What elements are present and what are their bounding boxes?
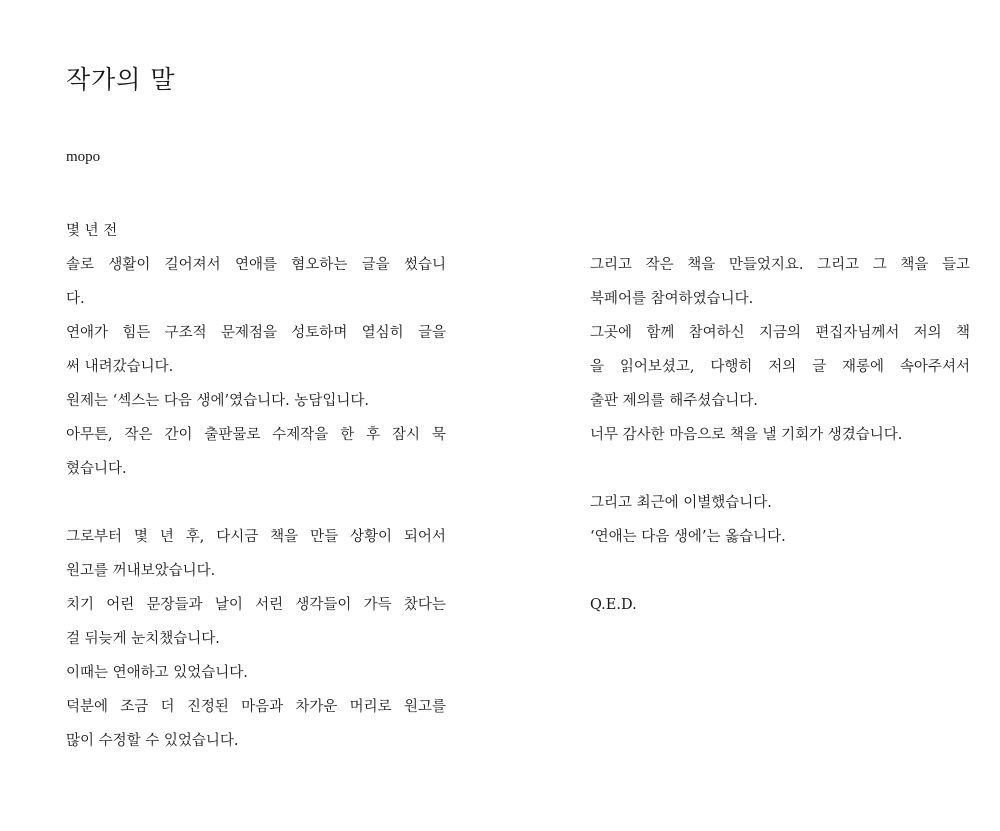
text-line: 원제는 ‘섹스는 다음 생에’였습니다. 농담입니다. — [66, 393, 370, 409]
word: 묵 — [431, 427, 446, 443]
right-column — [590, 248, 970, 622]
text-line — [66, 418, 446, 452]
word: 생각들이 — [295, 597, 352, 613]
word: 편집자님께서 — [815, 325, 900, 341]
word: 구조적 — [164, 325, 207, 341]
text-line: Q.E.D. — [590, 597, 637, 613]
text-line: 이때는 연애하고 있었습니다. — [66, 665, 248, 681]
text-line — [66, 316, 446, 350]
text-line — [590, 350, 970, 384]
word: 조금 — [120, 699, 149, 715]
word: 그로부터 — [66, 529, 123, 545]
word: 연애를 — [234, 257, 277, 273]
paragraph-gap — [590, 452, 970, 486]
paragraph-gap — [66, 486, 446, 520]
word: 되어서 — [403, 529, 446, 545]
text-line: 북페어를 참여하였습니다. — [590, 291, 754, 307]
text-line: 혔습니다. — [66, 461, 127, 477]
word: 솔로 — [66, 257, 95, 273]
text-line: 너무 감사한 마음으로 책을 낼 기회가 생겼습니다. — [590, 427, 903, 443]
text-line: 몇 년 전 — [66, 223, 118, 239]
text-line — [66, 248, 446, 282]
word: 상황이 — [349, 529, 393, 545]
word: 혐오하는 — [291, 257, 348, 273]
word: 힘든 — [122, 325, 151, 341]
paragraph-gap — [590, 554, 970, 588]
left-column — [66, 214, 446, 758]
word: 책을 — [900, 257, 929, 273]
word: 서린 — [255, 597, 284, 613]
word: 들고 — [941, 257, 970, 273]
word: 책을 — [270, 529, 299, 545]
author-name: mopo — [66, 149, 101, 165]
word: 작은 — [124, 427, 153, 443]
word: 성토하며 — [291, 325, 348, 341]
word: 년 — [159, 529, 174, 545]
word: 그 — [872, 257, 887, 273]
text-line — [66, 520, 446, 554]
word: 문제점을 — [220, 325, 277, 341]
word: 열심히 — [361, 325, 404, 341]
word: 후 — [366, 427, 381, 443]
word: 그리고 — [590, 257, 633, 273]
word: 글을 — [417, 325, 446, 341]
word: 저의 — [913, 325, 942, 341]
word: 참여하신 — [688, 325, 745, 341]
text-line — [66, 588, 446, 622]
word: 다시금 — [216, 529, 259, 545]
word: 가득 — [363, 597, 392, 613]
word: 찼다는 — [403, 597, 446, 613]
text-line: 다. — [66, 291, 85, 307]
text-line — [590, 316, 970, 350]
text-line: 그리고 최근에 이별했습니다. — [590, 495, 772, 511]
word: 문장들과 — [146, 597, 203, 613]
word: 몇 — [133, 529, 148, 545]
text-line: 원고를 꺼내보았습니다. — [66, 563, 216, 579]
word: 속아주셔서 — [899, 359, 970, 375]
word: 다행히 — [710, 359, 753, 375]
word: 수제작을 — [272, 427, 329, 443]
text-line: 많이 수정할 수 있었습니다. — [66, 733, 239, 749]
word: 연애가 — [66, 325, 109, 341]
word: 그리고 — [817, 257, 860, 273]
word: 날이 — [214, 597, 243, 613]
word: 덕분에 — [66, 699, 109, 715]
word: 출판물로 — [204, 427, 261, 443]
word: 함께 — [646, 325, 675, 341]
text-line: ‘연애는 다음 생에’는 옳습니다. — [590, 529, 786, 545]
word: 후, — [185, 529, 205, 545]
word: 아무튼, — [66, 427, 113, 443]
word: 작은 — [645, 257, 674, 273]
word: 잠시 — [392, 427, 421, 443]
word: 더 — [160, 699, 175, 715]
word: 치기 — [66, 597, 95, 613]
word: 길어져서 — [164, 257, 221, 273]
word: 책 — [955, 325, 970, 341]
word: 만들 — [310, 529, 339, 545]
page-title: 작가의 말 — [66, 65, 176, 94]
word: 재롱에 — [842, 359, 885, 375]
word: 한 — [340, 427, 355, 443]
word: 지금의 — [758, 325, 801, 341]
word: 머리로 — [349, 699, 392, 715]
word: 간이 — [164, 427, 193, 443]
word: 만들었지요. — [728, 257, 804, 273]
word: 글을 — [361, 257, 390, 273]
word: 원고를 — [403, 699, 446, 715]
word: 저의 — [768, 359, 797, 375]
word: 생활이 — [108, 257, 151, 273]
word: 차가운 — [295, 699, 338, 715]
word: 읽어보셨고, — [619, 359, 695, 375]
word: 책을 — [687, 257, 716, 273]
word: 글 — [812, 359, 827, 375]
text-line: 써 내려갔습니다. — [66, 359, 174, 375]
word: 그곳에 — [590, 325, 633, 341]
word: 을 — [590, 359, 605, 375]
word: 썼습니 — [403, 257, 446, 273]
text-line — [66, 690, 446, 724]
word: 어린 — [106, 597, 135, 613]
text-line: 걸 뒤늦게 눈치챘습니다. — [66, 631, 220, 647]
text-line: 출판 제의를 해주셨습니다. — [590, 393, 758, 409]
word: 진정된 — [186, 699, 229, 715]
text-line — [590, 248, 970, 282]
word: 마음과 — [241, 699, 284, 715]
